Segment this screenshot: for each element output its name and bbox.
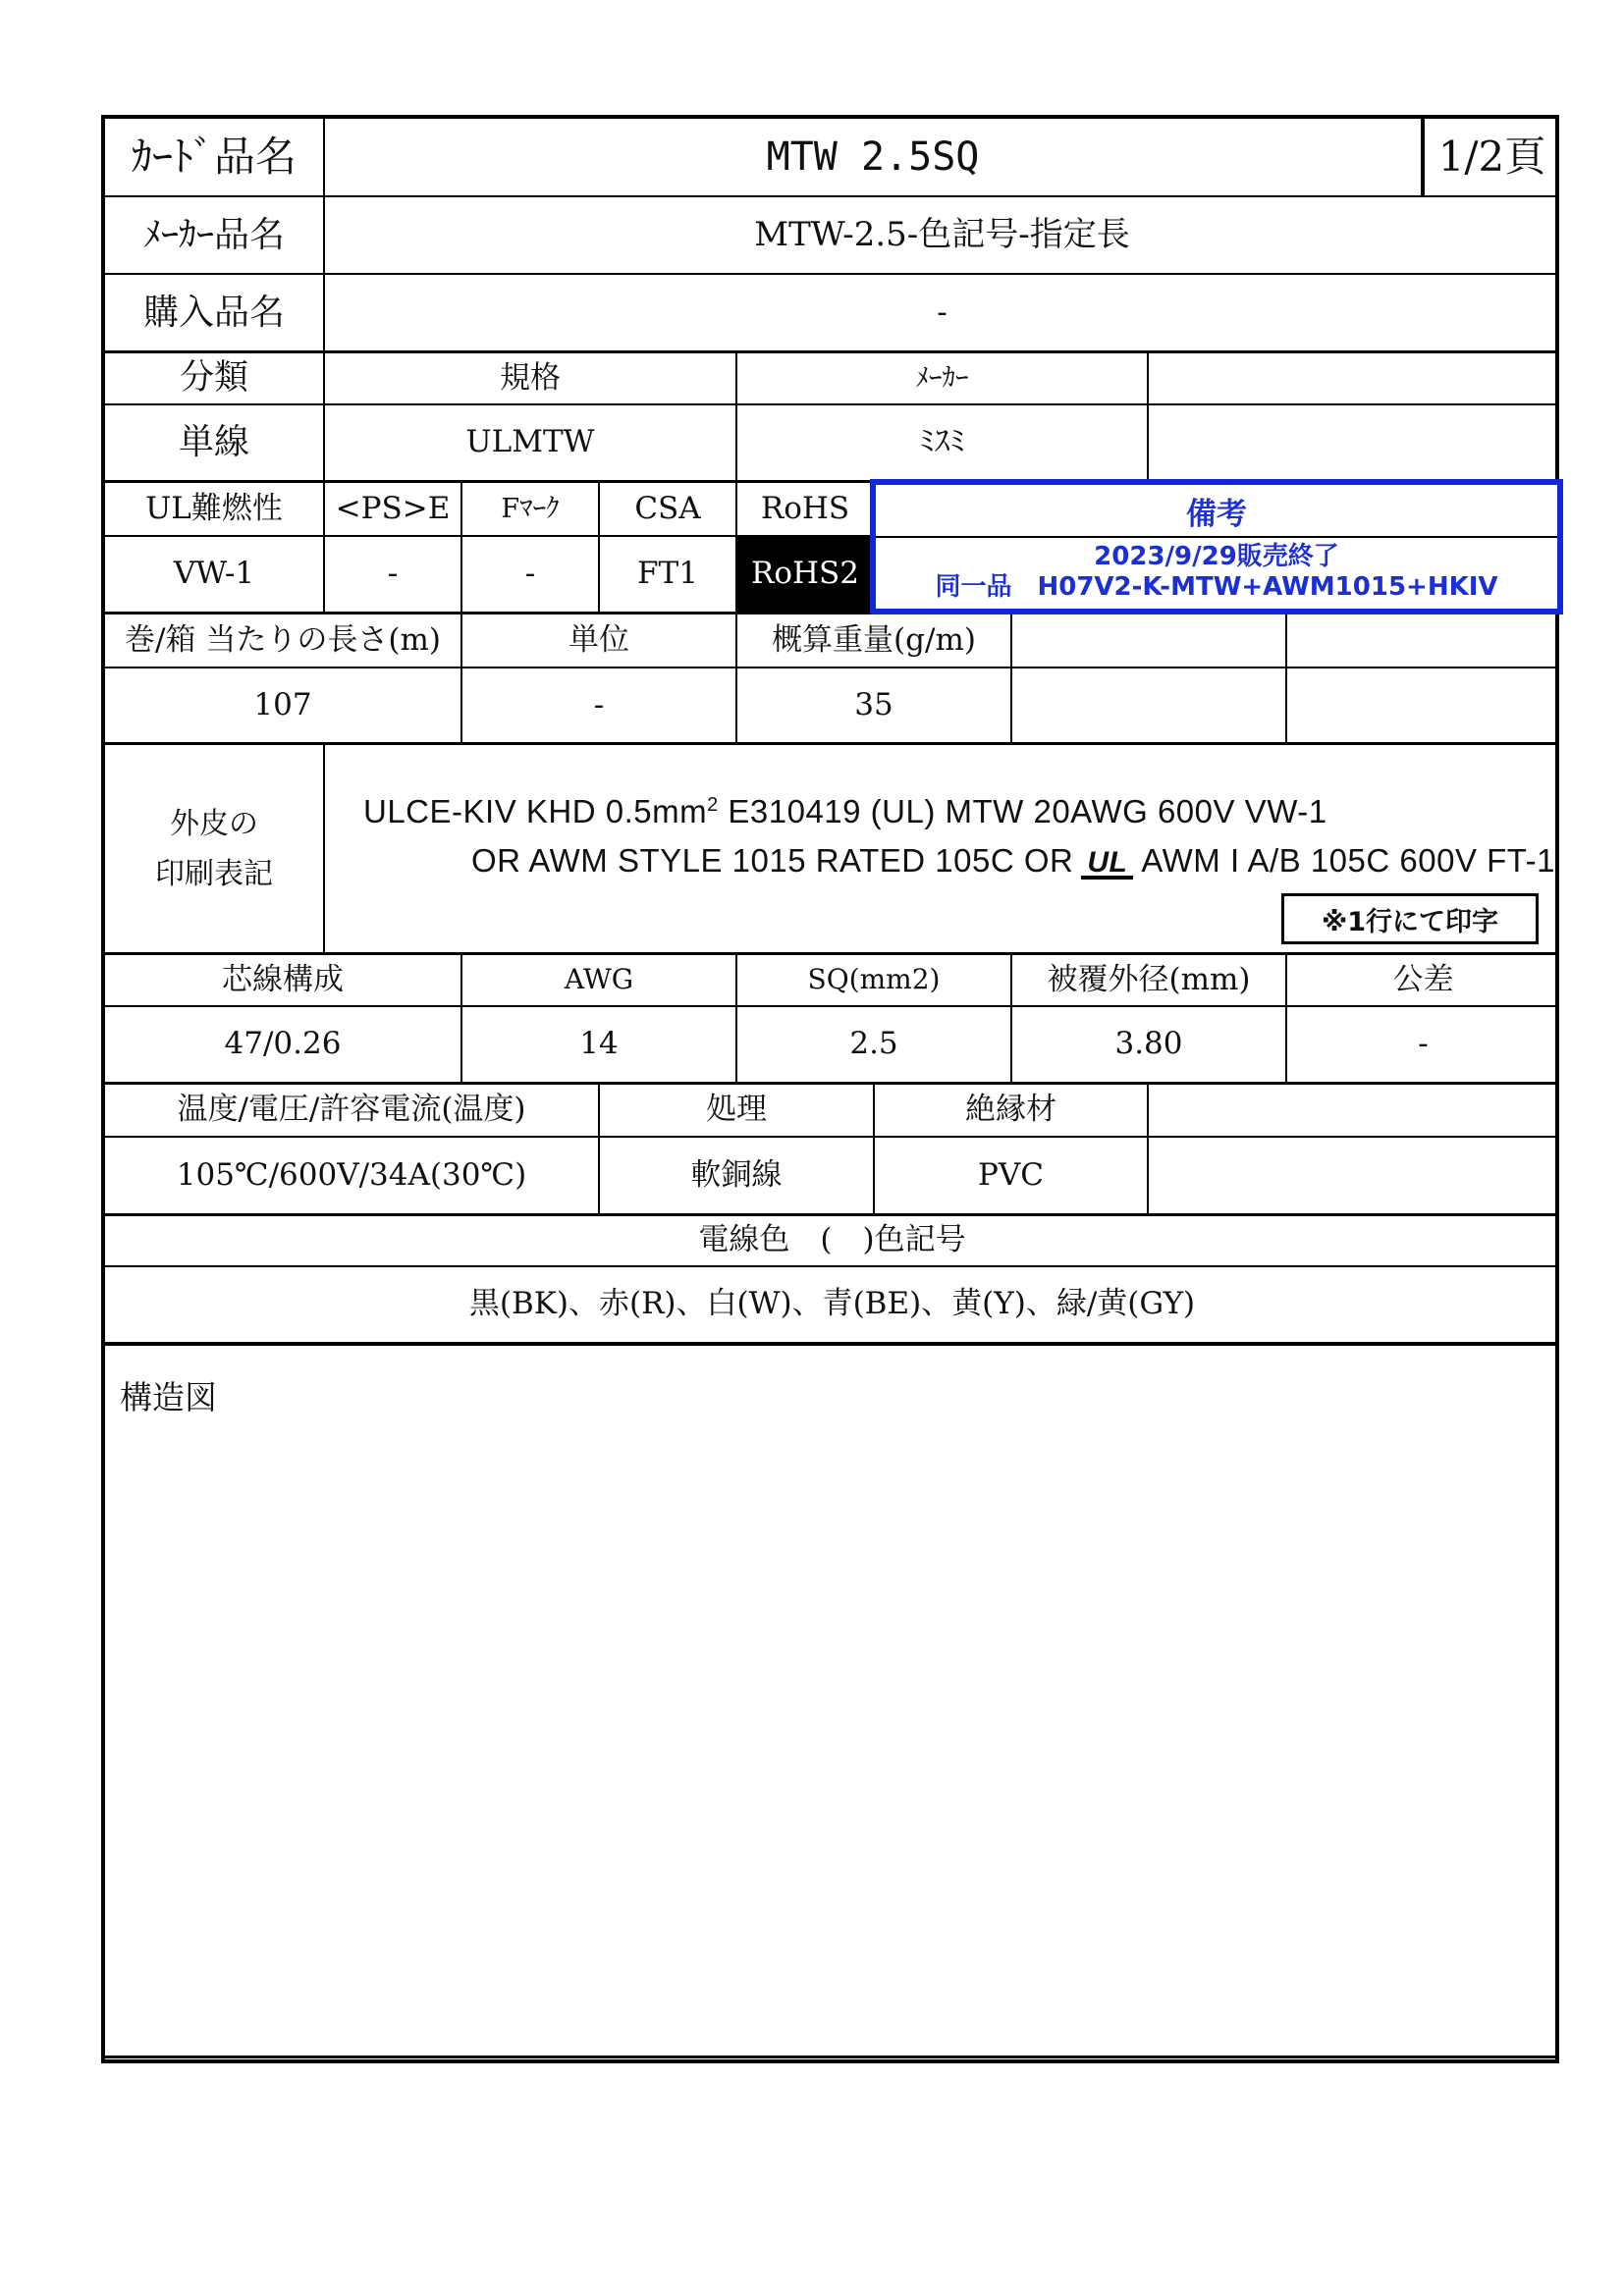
remarks-line-1: 2023/9/29販売終了 [1094, 541, 1339, 571]
weight-value: 35 [737, 668, 1012, 745]
packaging-blank-3 [1012, 668, 1287, 745]
packaging-blank-2 [1287, 614, 1559, 668]
treatment-label: 処理 [600, 1085, 875, 1138]
print-note: ※1行にて印字 [1281, 893, 1539, 944]
od-label: 被覆外径(mm) [1012, 955, 1287, 1007]
ul-flame-value: VW-1 [105, 537, 325, 614]
maker-value: ﾐｽﾐ [737, 405, 1149, 483]
print-line-1-sup: 2 [707, 794, 719, 816]
length-label: 巻/箱 当たりの長さ(m) [105, 614, 462, 668]
ul-mark-icon: UL [1081, 849, 1133, 880]
remarks-body [876, 536, 1557, 609]
awg-value: 14 [462, 1007, 737, 1085]
print-label-line2: 印刷表記 [155, 856, 273, 891]
insulation-value: PVC [875, 1138, 1149, 1216]
unit-label: 単位 [462, 614, 737, 668]
pse-label: <PS>E [325, 483, 462, 537]
fmark-value: - [462, 537, 600, 614]
length-value: 107 [105, 668, 462, 745]
pse-value: - [325, 537, 462, 614]
remarks-box [870, 479, 1563, 614]
core-label: 芯線構成 [105, 955, 462, 1007]
temp-value: 105℃/600V/34A(30℃) [105, 1138, 600, 1216]
packaging-blank-1 [1012, 614, 1287, 668]
maker-name-value: MTW-2.5-色記号-指定長 [325, 197, 1559, 275]
print-label-line1: 外皮の [170, 806, 258, 841]
packaging-blank-4 [1287, 668, 1559, 745]
treatment-value: 軟銅線 [600, 1138, 875, 1216]
print-label [105, 745, 325, 955]
rohs-value: RoHS2 [737, 537, 875, 614]
core-value: 47/0.26 [105, 1007, 462, 1085]
awg-label: AWG [462, 955, 737, 1007]
tolerance-label: 公差 [1287, 955, 1559, 1007]
weight-label: 概算重量(g/m) [737, 614, 1012, 668]
temp-label: 温度/電圧/許容電流(温度) [105, 1085, 600, 1138]
page-number: 1/2頁 [1423, 119, 1559, 197]
rohs-label: RoHS [737, 483, 875, 537]
remarks-label: 備考 [876, 485, 1557, 538]
od-value: 3.80 [1012, 1007, 1287, 1085]
classification-blank-1 [1149, 353, 1559, 405]
print-line-1-b: E310419 (UL) MTW 20AWG 600V VW-1 [718, 793, 1327, 829]
print-line-2 [471, 842, 1555, 880]
bottom-rule [101, 2056, 1559, 2058]
tolerance-value: - [1287, 1007, 1559, 1085]
standard-label: 規格 [325, 353, 737, 405]
maker-label: ﾒｰｶｰ [737, 353, 1149, 405]
card-name-label: ｶｰﾄﾞ品名 [105, 119, 325, 197]
ul-flame-label: UL難燃性 [105, 483, 325, 537]
card-name-value: MTW 2.5SQ [325, 119, 1423, 197]
remarks-line-2: 同一品 H07V2-K-MTW+AWM1015+HKIV [935, 572, 1498, 602]
spec-sheet [101, 115, 1559, 2063]
print-line-2-a: OR AWM STYLE 1015 RATED 105C OR [471, 842, 1074, 879]
ratings-blank-2 [1149, 1138, 1559, 1216]
wire-color-value: 黒(BK)、赤(R)、白(W)、青(BE)、黄(Y)、緑/黄(GY) [105, 1267, 1559, 1346]
category-label: 分類 [105, 353, 325, 405]
csa-label: CSA [600, 483, 737, 537]
print-line-1-a: ULCE-KIV KHD 0.5mm [363, 793, 708, 829]
maker-name-label: ﾒｰｶｰ品名 [105, 197, 325, 275]
insulation-label: 絶縁材 [875, 1085, 1149, 1138]
classification-blank-2 [1149, 405, 1559, 483]
purchase-name-value: - [325, 275, 1559, 353]
csa-value: FT1 [600, 537, 737, 614]
standard-value: ULMTW [325, 405, 737, 483]
unit-value: - [462, 668, 737, 745]
wire-color-label: 電線色 ( )色記号 [105, 1216, 1559, 1267]
category-value: 単線 [105, 405, 325, 483]
sq-label: SQ(mm2) [737, 955, 1012, 1007]
print-line-2-b: AWM I A/B 105C 600V FT-1 [1141, 842, 1555, 879]
structure-diagram-label: 構造図 [120, 1378, 217, 1416]
ratings-blank-1 [1149, 1085, 1559, 1138]
sq-value: 2.5 [737, 1007, 1012, 1085]
purchase-name-label: 購入品名 [105, 275, 325, 353]
fmark-label: Fﾏｰｸ [462, 483, 600, 537]
print-line-1 [363, 793, 1327, 830]
